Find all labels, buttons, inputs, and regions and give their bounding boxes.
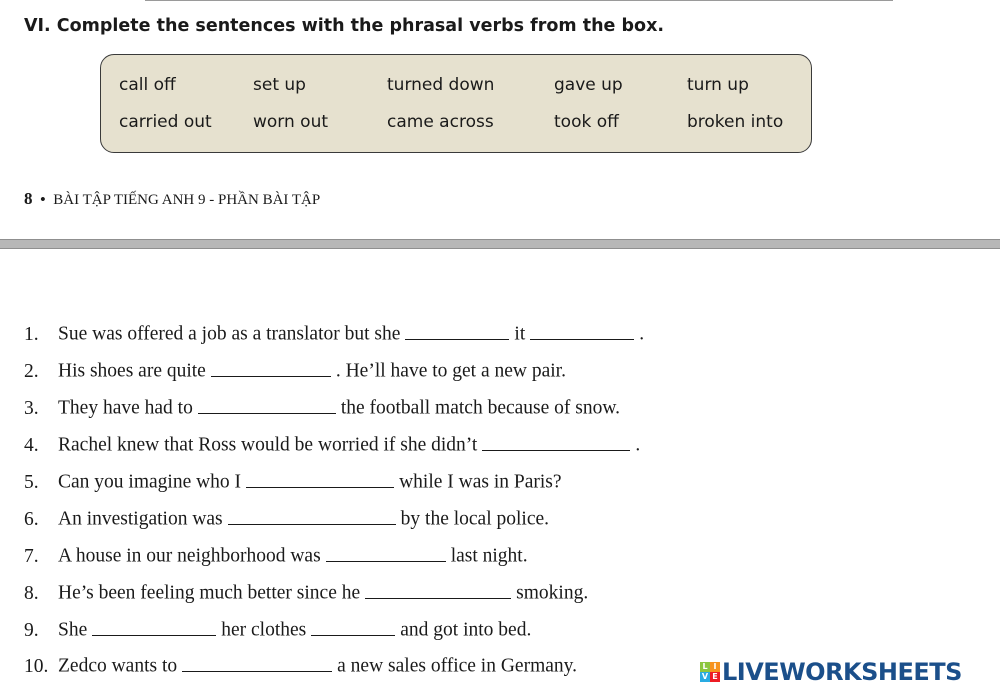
sentence-number: 1.	[24, 323, 39, 345]
liveworksheets-logo[interactable]	[700, 659, 962, 685]
sentence-text: He’s been feeling much better since he	[58, 582, 361, 604]
sentence-text: last night.	[450, 545, 528, 567]
sentence-text: .	[639, 323, 645, 345]
answer-blank[interactable]	[311, 617, 395, 636]
sentence-number: 7.	[24, 545, 39, 567]
word-option: took off	[554, 112, 619, 132]
sentence-text: Rachel knew that Ross would be worried if she didn’t	[58, 434, 478, 456]
sentence-10	[24, 653, 577, 678]
book-title: BÀI TẬP TIẾNG ANH 9 - PHẦN BÀI TẬP	[53, 192, 321, 208]
exercise-heading: VI. Complete the sentences with the phrasal verbs from the box.	[24, 16, 665, 36]
page-number: 8	[24, 189, 33, 208]
sentence-7	[24, 543, 528, 568]
word-option: came across	[387, 112, 494, 132]
sentence-number: 4.	[24, 434, 39, 456]
answer-blank[interactable]	[326, 543, 446, 562]
sentence-text: her clothes	[221, 619, 307, 641]
word-option: gave up	[554, 75, 623, 95]
sentence-2	[24, 358, 566, 383]
sentence-text: His shoes are quite	[58, 360, 206, 382]
answer-blank[interactable]	[246, 469, 394, 488]
sentence-text: a new sales office in Germany.	[337, 655, 578, 677]
sentence-8	[24, 580, 588, 605]
sentence-text: by the local police.	[400, 508, 550, 530]
sentence-number: 3.	[24, 397, 39, 419]
answer-blank[interactable]	[365, 580, 511, 599]
sentence-text: .	[635, 434, 641, 456]
logo-icon-letter: L	[700, 662, 710, 672]
sentence-text: A house in our neighborhood was	[58, 545, 321, 567]
sentence-number: 5.	[24, 471, 39, 493]
word-option: call off	[119, 75, 176, 95]
sentence-number: 2.	[24, 360, 39, 382]
sentence-text: it	[514, 323, 526, 345]
answer-blank[interactable]	[482, 432, 630, 451]
bullet: •	[40, 192, 46, 208]
phrasal-verb-box	[100, 54, 812, 153]
sentence-number: 6.	[24, 508, 39, 530]
logo-icon-letter: V	[701, 672, 709, 681]
sentence-text: Can you imagine who I	[58, 471, 242, 493]
answer-blank[interactable]	[211, 358, 331, 377]
sentence-number: 8.	[24, 582, 39, 604]
sentence-9	[24, 617, 531, 642]
word-option: set up	[253, 75, 306, 95]
answer-blank[interactable]	[405, 321, 509, 340]
word-option: turned down	[387, 75, 495, 95]
logo-icon-letter: I	[710, 662, 720, 672]
sentence-text: while I was in Paris?	[399, 471, 562, 493]
liveworksheets-icon	[700, 662, 720, 682]
logo-icon-letter: E	[710, 672, 720, 682]
sentence-number: 10.	[24, 655, 49, 677]
answer-blank[interactable]	[198, 395, 336, 414]
sentence-1	[24, 321, 644, 346]
word-option: broken into	[687, 112, 784, 132]
sentence-number: 9.	[24, 619, 39, 641]
sentence-text: They have had to	[58, 397, 193, 419]
word-option: turn up	[687, 75, 749, 95]
page-footer	[24, 189, 320, 209]
sentence-6	[24, 506, 549, 531]
sentence-text: the football match because of snow.	[340, 397, 621, 419]
answer-blank[interactable]	[92, 617, 216, 636]
sentence-text: She	[58, 619, 88, 641]
sentence-text: . He’ll have to get a new pair.	[335, 360, 566, 382]
logo-text: LIVEWORKSHEETS	[722, 658, 962, 686]
answer-blank[interactable]	[182, 653, 332, 672]
sentence-3	[24, 395, 620, 420]
word-option: carried out	[119, 112, 212, 132]
sentence-text: Zedco wants to	[58, 655, 178, 677]
answer-blank[interactable]	[228, 506, 396, 525]
sentence-5	[24, 469, 562, 494]
sentence-4	[24, 432, 640, 457]
page-divider-band	[0, 239, 1000, 249]
sentence-text: and got into bed.	[400, 619, 532, 641]
sentence-text: Sue was offered a job as a translator but she	[58, 323, 401, 345]
sentence-text: smoking.	[516, 582, 589, 604]
top-rule	[145, 0, 893, 1]
word-option: worn out	[253, 112, 329, 132]
sentence-text: An investigation was	[58, 508, 223, 530]
answer-blank[interactable]	[530, 321, 634, 340]
